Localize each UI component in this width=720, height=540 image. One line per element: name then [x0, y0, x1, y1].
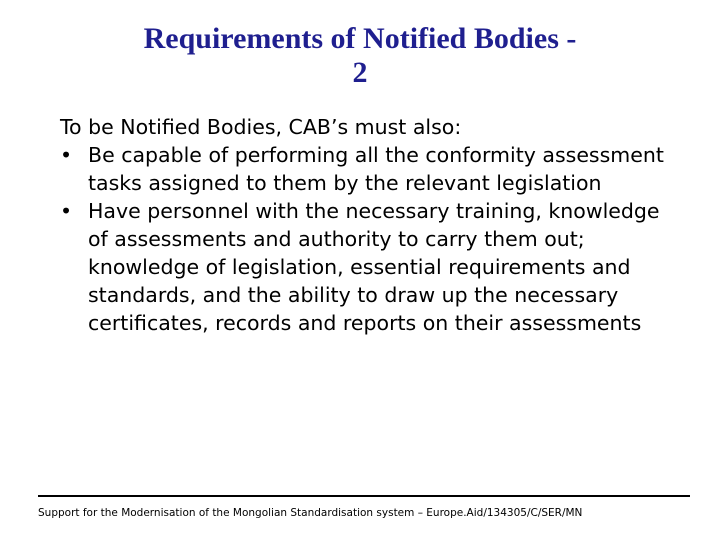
bullet-text: Be capable of performing all the conformity assessment tasks assigned to them by the relevant legislation [88, 143, 664, 195]
slide-title-line-1: Requirements of Notified Bodies - [143, 22, 577, 55]
slide-body [60, 113, 680, 337]
slide-title [60, 22, 660, 90]
slide-title-line-2: 2 [352, 56, 368, 89]
footer-text: Support for the Modernisation of the Mongolian Standardisation system – Europe.Aid/134305/C/SER/MN [38, 507, 583, 519]
bullet-item [60, 141, 680, 197]
bullet-text: Have personnel with the necessary training, knowledge of assessments and authority to carry them out; knowledge of legislation, essential requirements and standards, and the ability to draw up the necessary certificates, records and reports on their assessments [88, 199, 660, 335]
bullet-icon: • [60, 199, 73, 223]
bullet-list [60, 141, 680, 337]
footer-divider [38, 495, 690, 497]
bullet-item [60, 197, 680, 337]
intro-text: To be Notified Bodies, CAB’s must also: [60, 115, 462, 139]
bullet-icon: • [60, 143, 73, 167]
